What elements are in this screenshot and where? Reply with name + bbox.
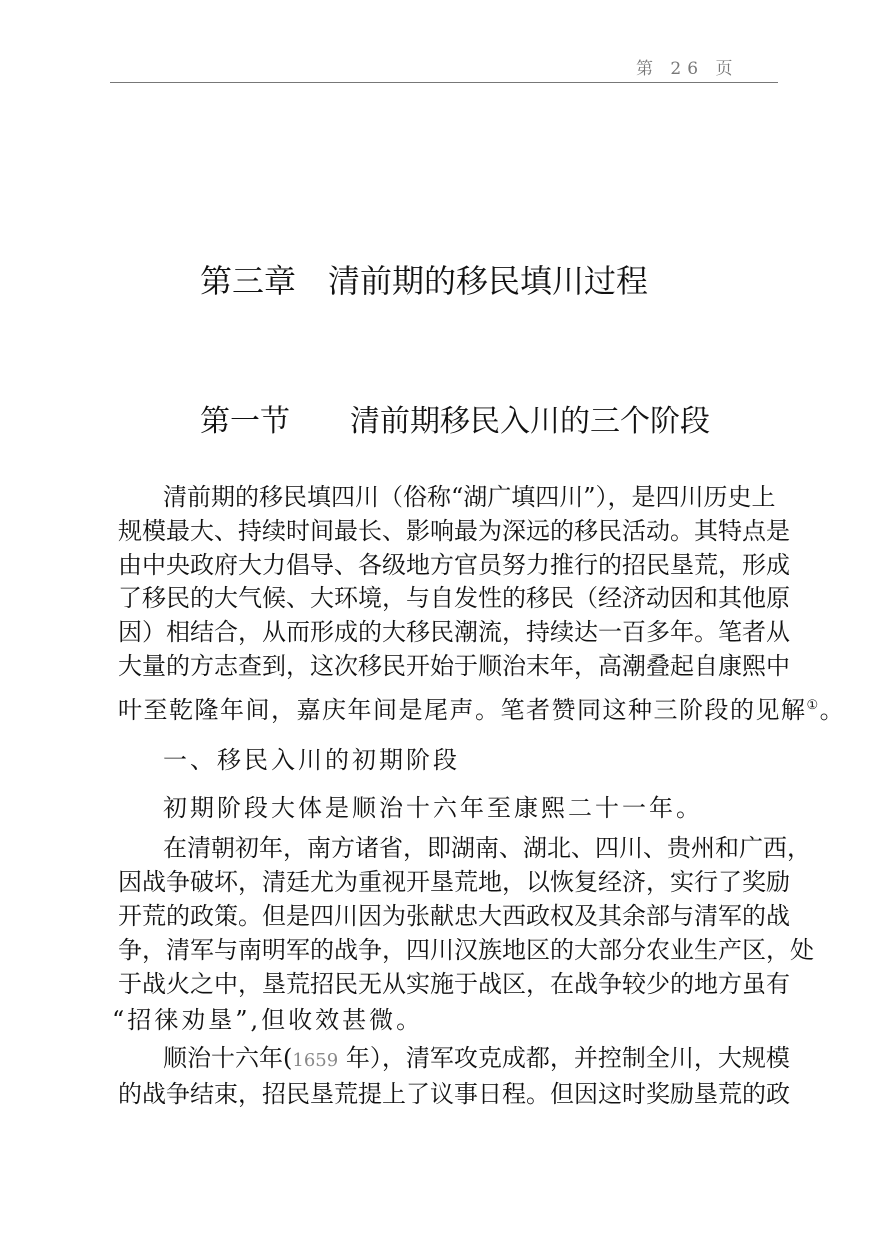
paragraph-line: 于战火之中，垦荒招民无从实施于战区，在战争较少的地方虽有: [118, 970, 790, 998]
line-text: 顺治十六年(: [163, 1044, 293, 1072]
chapter-title: 第三章 清前期的移民填川过程: [200, 262, 649, 300]
paragraph-line: 由中央政府大力倡导、各级地方官员努力推行的招民垦荒，形成: [118, 551, 790, 579]
section-title: 第一节 清前期移民入川的三个阶段: [200, 404, 710, 439]
paragraph-line: 因战争破坏，清廷尤为重视开垦荒地，以恢复经济，实行了奖励: [118, 868, 790, 896]
paragraph-line: 在清朝初年，南方诸省，即湖南、湖北、四川、贵州和广西，: [163, 834, 811, 862]
line-end: 。: [819, 696, 846, 724]
footnote-marker[interactable]: ①: [806, 698, 820, 713]
page-number: 第 26 页: [636, 59, 739, 79]
paragraph-line: 因）相结合，从而形成的大移民潮流，持续达一百多年。笔者从: [118, 618, 790, 646]
paragraph-line: 开荒的政策。但是四川因为张献忠大西政权及其余部与清军的战: [118, 902, 790, 930]
paragraph-line: 规模最大、持续时间最长、影响最为深远的移民活动。其特点是: [118, 517, 790, 545]
paragraph-line: 了移民的大气候、大环境，与自发性的移民（经济动因和其他原: [118, 584, 790, 612]
paragraph-line: 初期阶段大体是顺治十六年至康熙二十一年。: [163, 794, 703, 822]
subheading: 一、移民入川的初期阶段: [163, 746, 460, 774]
year-value: 1659: [292, 1050, 339, 1071]
line-text: 叶至乾隆年间，嘉庆年间是尾声。笔者赞同这种三阶段的见解: [118, 696, 807, 724]
paragraph-line: 的战争结束，招民垦荒提上了议事日程。但因这时奖励垦荒的政: [118, 1080, 790, 1108]
paragraph-line: “招徕劝垦”,但收效甚微。: [112, 1006, 424, 1034]
paragraph-line: [118, 690, 846, 724]
line-text: 年），清军攻克成都，并控制全川，大规模: [338, 1044, 790, 1072]
paragraph-line: 大量的方志查到，这次移民开始于顺治末年，高潮叠起自康熙中: [118, 652, 790, 680]
paragraph-line: [163, 1042, 790, 1074]
header-rule: [110, 82, 778, 83]
paragraph-line: 争，清军与南明军的战争，四川汉族地区的大部分农业生产区，处: [118, 936, 814, 964]
paragraph-line: 清前期的移民填四川（俗称“湖广填四川”），是四川历史上: [163, 483, 776, 511]
